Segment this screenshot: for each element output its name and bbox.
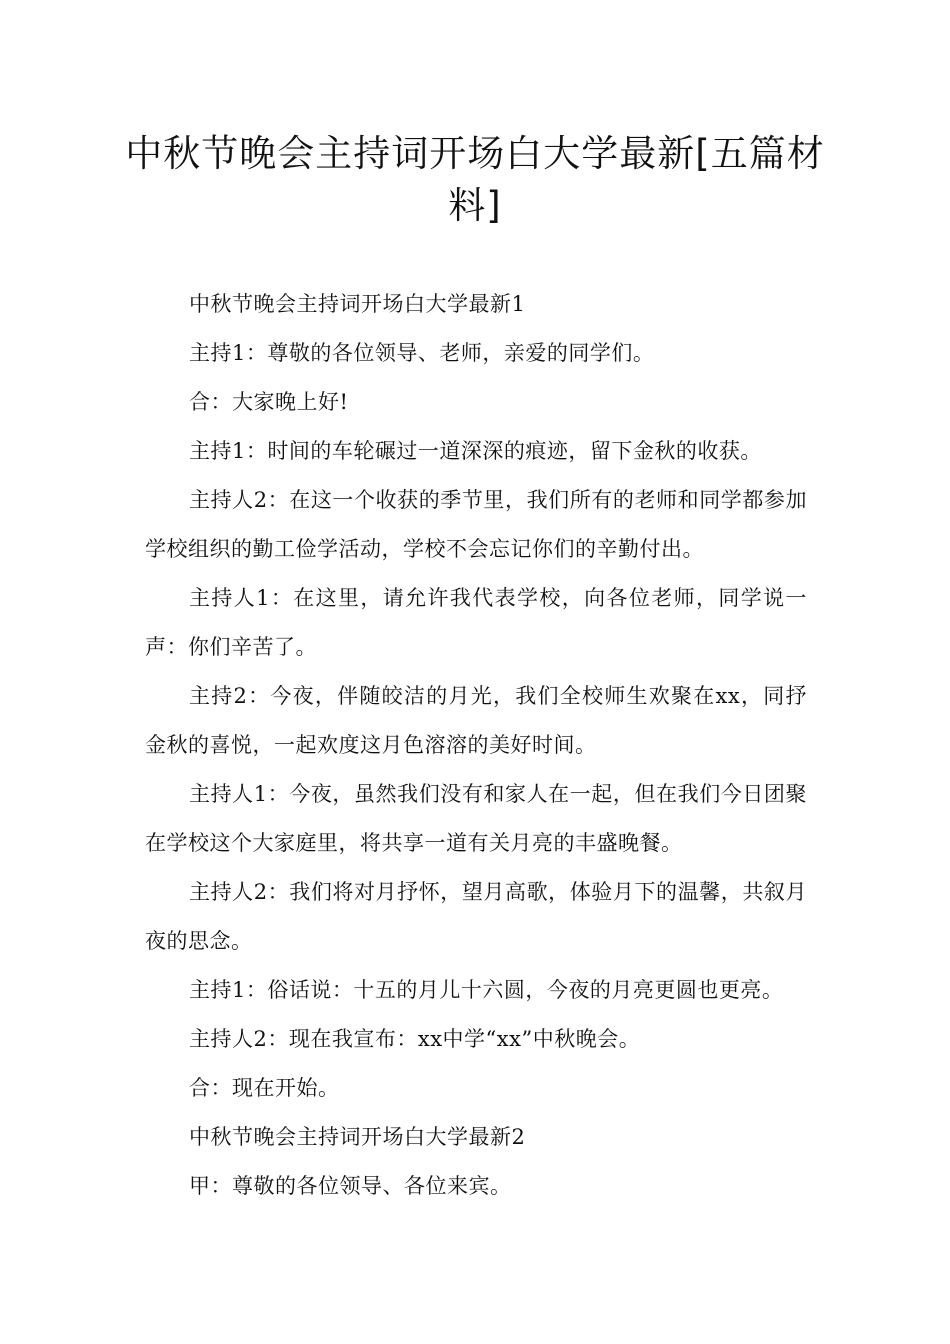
paragraph: 甲：尊敬的各位领导、各位来宾。 <box>189 1174 512 1198</box>
paragraph: 合：大家晚上好! <box>189 390 349 414</box>
paragraph: 中秋节晚会主持词开场白大学最新1 <box>189 292 526 316</box>
paragraph: 主持1：尊敬的各位领导、老师，亲爱的同学们。 <box>189 341 655 365</box>
paragraph: 合：现在开始。 <box>189 1076 340 1100</box>
paragraph: 主持人2：在这一个收获的季节里，我们所有的老师和同学都参加学校组织的勤工俭学活动，学校不会忘记你们的辛勤付出。 <box>145 488 807 561</box>
paragraph: 主持2：今夜，伴随皎洁的月光，我们全校师生欢聚在xx，同抒金秋的喜悦，一起欢度这月色溶溶的美好时间。 <box>145 684 807 757</box>
paragraph: 主持人2：现在我宣布：xx中学“xx”中秋晚会。 <box>189 1027 641 1051</box>
document-title: 中秋节晚会主持词开场白大学最新[五篇材料] <box>125 132 825 227</box>
paragraph: 主持1：俗话说：十五的月儿十六圆，今夜的月亮更圆也更亮。 <box>189 978 784 1002</box>
paragraph: 主持人1：今夜，虽然我们没有和家人在一起，但在我们今日团聚在学校这个大家庭里，将共享一道有关月亮的丰盛晚餐。 <box>145 782 807 855</box>
document-body <box>145 280 807 1211</box>
paragraph: 主持人2：我们将对月抒怀，望月高歌，体验月下的温馨，共叙月夜的思念。 <box>145 880 807 953</box>
paragraph: 主持人1：在这里，请允许我代表学校，向各位老师，同学说一声：你们辛苦了。 <box>145 586 807 659</box>
paragraph: 主持1：时间的车轮碾过一道深深的痕迹，留下金秋的收获。 <box>189 439 762 463</box>
paragraph: 中秋节晚会主持词开场白大学最新2 <box>189 1125 526 1149</box>
